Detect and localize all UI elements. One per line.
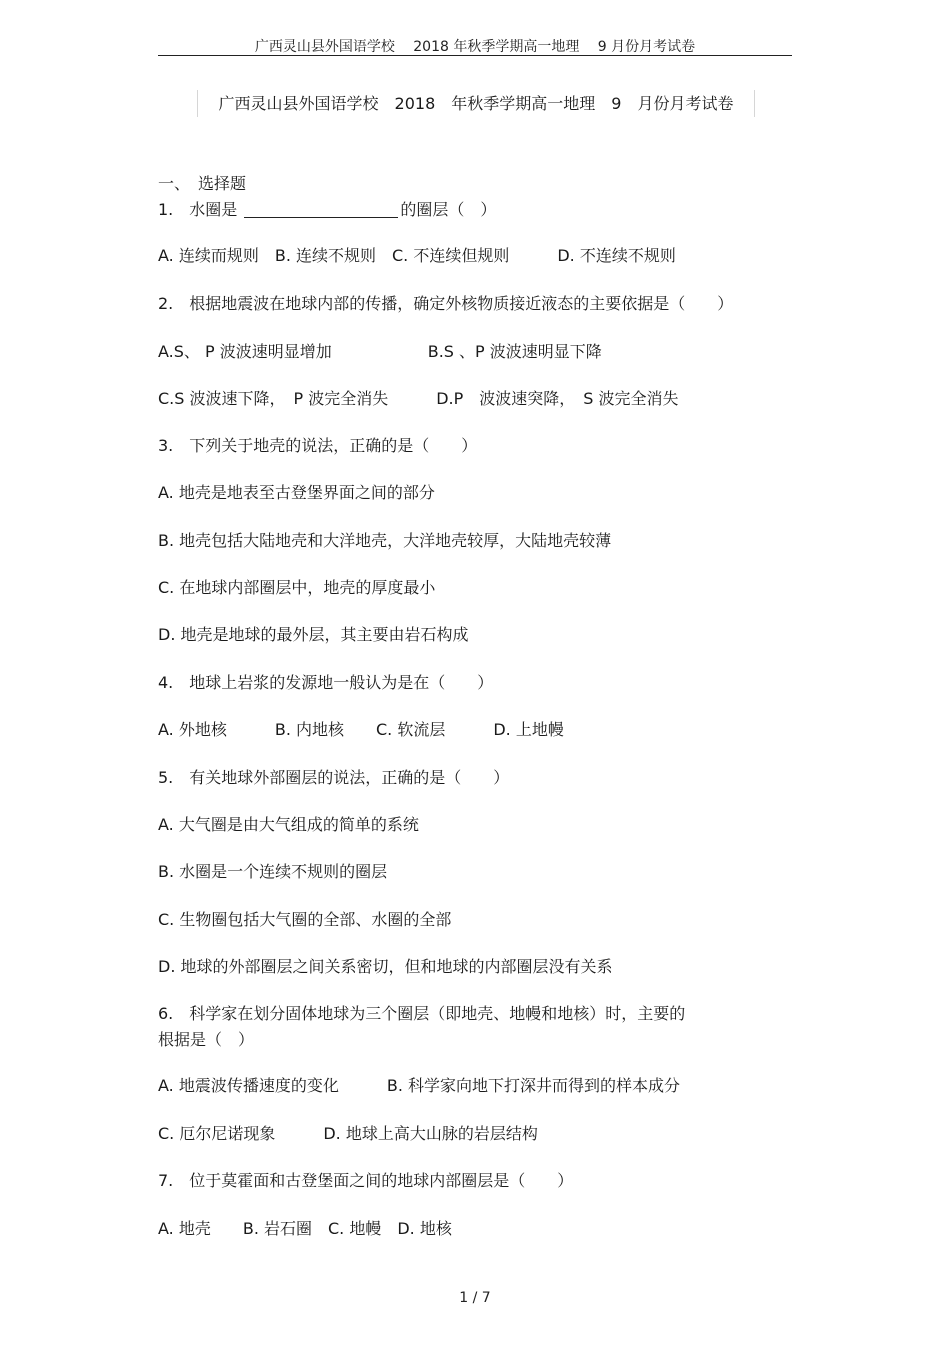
question-7-options: A. 地壳 B. 岩石圈 C. 地幔 D. 地核 (158, 1219, 452, 1238)
question-1-stem (158, 200, 496, 220)
question-1-stem-before: 1. 水圈是 (158, 200, 243, 219)
question-5-option-a: A. 大气圈是由大气组成的简单的系统 (158, 815, 419, 834)
question-7-stem: 7. 位于莫霍面和古登堡面之间的地球内部圈层是（ ） (158, 1171, 574, 1190)
running-header: 广西灵山县外国语学校 2018 年秋季学期高一地理 9 月份月考试卷 (254, 39, 696, 55)
question-6-options-ab: A. 地震波传播速度的变化 B. 科学家向地下打深井而得到的样本成分 (158, 1076, 680, 1095)
question-4-options: A. 外地核 B. 内地核 C. 软流层 D. 上地幔 (158, 720, 564, 739)
section-heading: 一、 选择题 (158, 174, 247, 193)
question-3-option-d: D. 地壳是地球的最外层，其主要由岩石构成 (158, 625, 469, 644)
question-5-option-c: C. 生物圈包括大气圈的全部、水圈的全部 (158, 910, 452, 929)
document-title: 广西灵山县外国语学校 2018 年秋季学期高一地理 9 月份月考试卷 (197, 90, 755, 117)
question-3-option-c: C. 在地球内部圈层中，地壳的厚度最小 (158, 578, 436, 597)
question-1-stem-after: 的圈层（ ） (400, 200, 497, 219)
question-6-stem-line-1: 6. 科学家在划分固体地球为三个圈层（即地壳、地幔和地核）时，主要的 (158, 1004, 686, 1023)
page-number: 1 / 7 (459, 1290, 491, 1306)
question-6-options-cd: C. 厄尔尼诺现象 D. 地球上高大山脉的岩层结构 (158, 1124, 538, 1143)
question-1-options: A. 连续而规则 B. 连续不规则 C. 不连续但规则 D. 不连续不规则 (158, 246, 676, 265)
question-3-option-a: A. 地壳是地表至古登堡界面之间的部分 (158, 483, 435, 502)
fill-in-blank (244, 201, 398, 218)
question-3-option-b: B. 地壳包括大陆地壳和大洋地壳，大洋地壳较厚，大陆地壳较薄 (158, 531, 612, 550)
question-5-option-d: D. 地球的外部圈层之间关系密切，但和地球的内部圈层没有关系 (158, 957, 613, 976)
question-4-stem: 4. 地球上岩浆的发源地一般认为是在（ ） (158, 673, 494, 692)
question-2-options-cd: C.S 波波速下降， P 波完全消失 D.P 波波速突降， S 波完全消失 (158, 389, 679, 408)
question-5-stem: 5. 有关地球外部圈层的说法，正确的是（ ） (158, 768, 510, 787)
question-5-option-b: B. 水圈是一个连续不规则的圈层 (158, 862, 388, 881)
header-divider (158, 55, 792, 56)
question-6-stem-line-2: 根据是（ ） (158, 1030, 255, 1049)
question-3-stem: 3. 下列关于地壳的说法，正确的是（ ） (158, 436, 478, 455)
question-2-options-ab: A.S、 P 波波速明显增加 B.S 、P 波波速明显下降 (158, 342, 602, 361)
question-2-stem: 2. 根据地震波在地球内部的传播，确定外核物质接近液态的主要依据是（ ） (158, 294, 734, 313)
